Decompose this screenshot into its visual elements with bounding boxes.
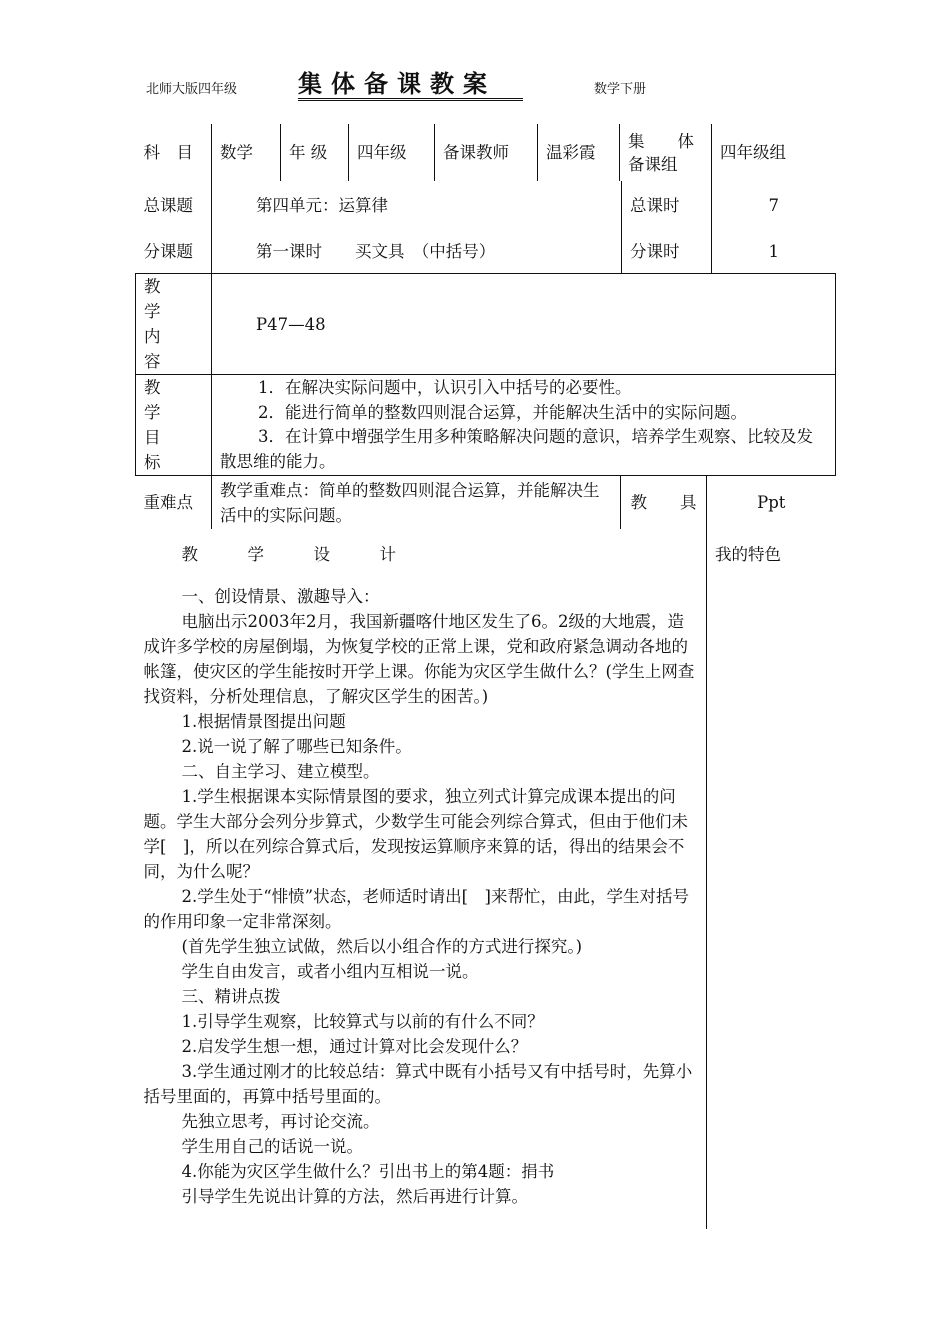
goals-label-line2: 目 标 <box>144 428 194 472</box>
total-hours-label: 总课时 <box>622 181 712 230</box>
tools-label: 教 具 <box>621 476 707 529</box>
body-paragraph: 2.启发学生想一想，通过计算对比会发现什么？ <box>181 1037 528 1056</box>
content-value: P47—48 <box>212 274 836 375</box>
body-paragraph: 1.根据情景图提出问题 <box>181 712 346 731</box>
group-label-line2: 备课组 <box>628 154 678 174</box>
design-heading: 教 学 设 计 <box>136 529 707 580</box>
goal-item: 3．在计算中增强学生用多种策略解决问题的意识，培养学生观察、比较及发散思维的能力。 <box>220 427 813 471</box>
sub-hours-value: 1 <box>768 242 779 261</box>
body-paragraph: (首先学生独立试做，然后以小组合作的方式进行探究。) <box>181 937 583 956</box>
body-paragraph: 2.说一说了解了哪些已知条件。 <box>181 737 412 756</box>
design-body <box>136 580 707 1229</box>
feature-column <box>707 580 836 1229</box>
body-paragraph: 引导学生先说出计算的方法，然后再进行计算。 <box>181 1187 528 1206</box>
grade-label: 年 级 <box>281 124 349 181</box>
goal-item: 2．能进行简单的整数四则混合运算，并能解决生活中的实际问题。 <box>258 402 747 422</box>
body-paragraph: 1.引导学生观察，比较算式与以前的有什么不同？ <box>181 1012 544 1031</box>
body-paragraph: 学生用自己的话说一说。 <box>181 1137 363 1156</box>
total-hours-value: 7 <box>768 196 779 215</box>
content-label <box>136 274 212 375</box>
body-paragraph: 4.你能为灾区学生做什么？引出书上的第4题：捐书 <box>181 1162 555 1181</box>
body-paragraph: 1.学生根据课本实际情景图的要求，独立列式计算完成课本提出的问题。学生大部分会列分步算式，少数学生可能会列综合算式，但由于他们未学[ ]，所以在列综合算式后，发现按运算顺序来算的话，得出的结果会不同，为什么呢？ <box>143 787 688 881</box>
goal-item: 1．在解决实际问题中，认识引入中括号的必要性。 <box>258 378 632 397</box>
page-header <box>0 70 950 110</box>
body-paragraph: 三、精讲点拨 <box>181 987 281 1006</box>
lesson-plan-table <box>135 124 836 1229</box>
page-title: 集体备课教案 <box>298 70 523 101</box>
topic-value: 第四单元：运算律 <box>212 181 622 230</box>
sub-hours-label: 分课时 <box>622 230 712 273</box>
body-paragraph: 学生自由发言，或者小组内互相说一说。 <box>181 962 479 981</box>
goals-label <box>136 375 212 476</box>
body-paragraph: 电脑出示2003年2月，我国新疆喀什地区发生了6。2级的大地震，造成许多学校的房屋倒塌，为恢复学校的正常上课，党和政府紧急调动各地的帐篷，使灾区的学生能按时开学上课。你能为灾区学生做什么？(学生上网查找资料，分析处理信息，了解灾区学生的困苦。) <box>143 612 695 706</box>
subject-value: 数学 <box>212 124 281 181</box>
subtopic-value: 第一课时 买文具 （中括号） <box>212 230 622 273</box>
tools-value: Ppt <box>757 493 786 512</box>
edition-label: 北师大版四年级 <box>146 82 238 97</box>
group-label <box>620 124 712 181</box>
subject-label: 科 目 <box>136 124 212 181</box>
body-paragraph: 2.学生处于“悱愤”状态，老师适时请出[ ]来帮忙，由此，学生对括号的作用印象一定非常深刻。 <box>143 887 689 931</box>
content-label-line1: 教 学 <box>144 277 194 321</box>
feature-heading: 我的特色 <box>715 545 781 564</box>
teacher-value: 温彩霞 <box>538 124 620 181</box>
subtopic-label: 分课题 <box>136 230 212 273</box>
group-label-line1: 集 体 <box>628 131 694 151</box>
body-paragraph: 一、创设情景、激趣导入： <box>181 587 380 606</box>
teacher-label: 备课教师 <box>435 124 538 181</box>
grade-value: 四年级 <box>349 124 435 181</box>
goals-label-line1: 教 学 <box>144 378 194 422</box>
volume-label: 数学下册 <box>594 82 647 97</box>
body-paragraph: 3.学生通过刚才的比较总结：算式中既有小括号又有中括号时，先算小括号里面的，再算中括号里面的。 <box>143 1062 693 1106</box>
goals-list <box>212 375 836 476</box>
group-value: 四年级组 <box>720 143 786 162</box>
key-points-value: 教学重难点：简单的整数四则混合运算，并能解决生活中的实际问题。 <box>212 476 621 529</box>
body-paragraph: 先独立思考，再讨论交流。 <box>181 1112 380 1131</box>
content-label-line2: 内 容 <box>144 327 194 371</box>
body-paragraph: 二、自主学习、建立模型。 <box>181 762 380 781</box>
key-points-label: 重难点 <box>136 476 212 529</box>
topic-label: 总课题 <box>136 181 212 230</box>
